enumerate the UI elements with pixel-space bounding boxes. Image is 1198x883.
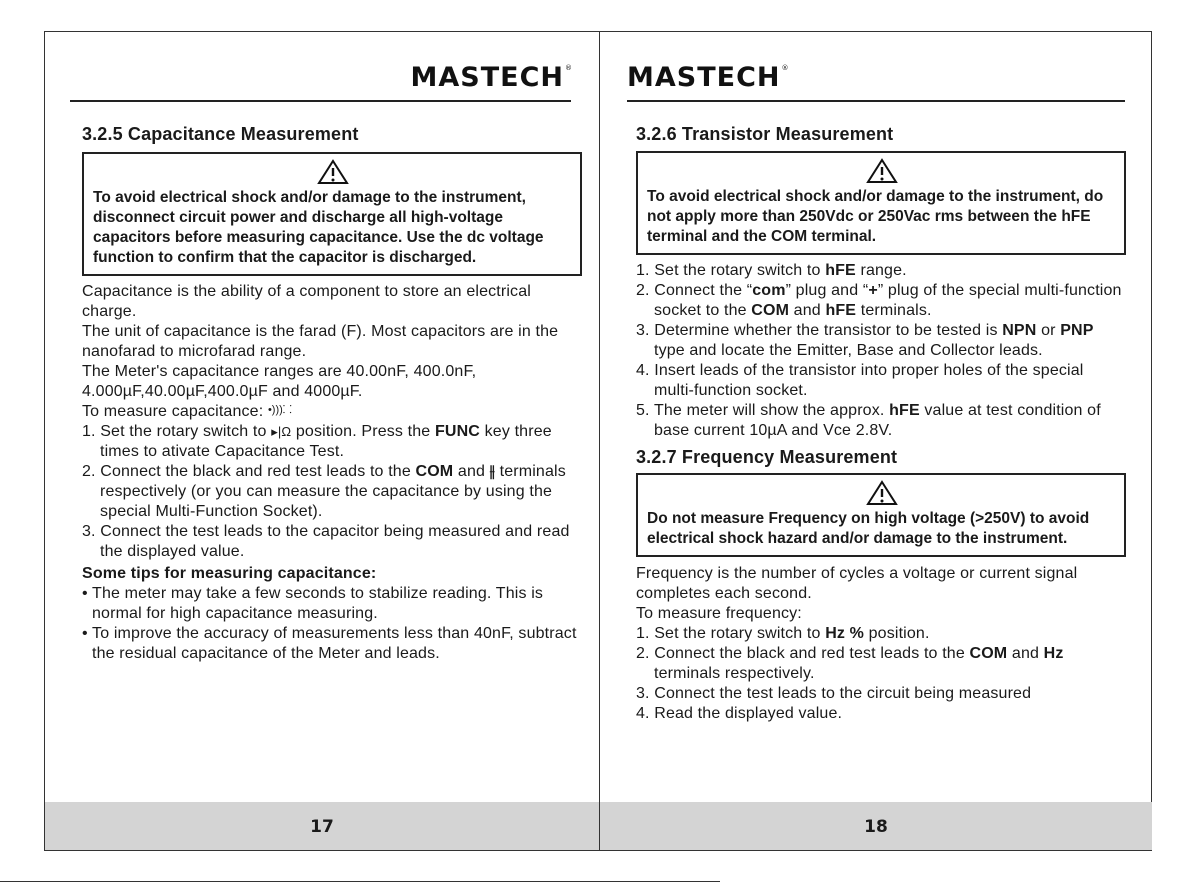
page-number: 18 [864,817,888,837]
header-rule [627,100,1125,102]
warning-text: To avoid electrical shock and/or damage to the instrument, do not apply more than 250Vdc or 250Vac rms between the hFE terminal and the COM terminal. [647,188,1104,245]
warning-box [82,152,582,276]
procedure-heading: To measure frequency: [636,605,802,622]
section-title: 3.2.7 Frequency Measurement [636,447,898,467]
header-rule [70,100,571,102]
warning-text: To avoid electrical shock and/or damage to the instrument, disconnect circuit power and discharge all high-voltage capacitors before measuring capacitance. Use the dc voltage function to confirm that the capacitor is discharged. [93,189,544,266]
mastech-logo: MASTECH® [410,62,573,93]
step-3: 3. Connect the test leads to the capacitor being measured and read the displayed value. [82,523,570,560]
tip-item: • To improve the accuracy of measurements less than 40nF, subtract the residual capacitance of the Meter and leads. [82,625,577,662]
tips-heading: Some tips for measuring capacitance: [82,565,377,582]
step-4: 4. Read the displayed value. [636,705,843,722]
procedure-heading: To measure capacitance: •)))⸬ [82,403,292,420]
continuity-capacitance-symbol: •)))⸬ [267,404,292,416]
intro-paragraph: Capacitance is the ability of a component to store an electrical charge. [82,283,531,320]
warning-triangle-icon [866,480,898,506]
bottom-trim-line [0,881,720,882]
step-2: 2. Connect the “com” plug and “+” plug of the special multi-function socket to the COM and hFE terminals. [636,282,1122,319]
warning-text: Do not measure Frequency on high voltage (>250V) to avoid electrical shock hazard and/or damage to the instrument. [647,510,1090,547]
manual-spread [44,31,1152,851]
step-1: 1. Set the rotary switch to hFE range. [636,262,907,279]
transistor-frequency-section [636,123,1126,724]
warning-triangle-icon [866,158,898,184]
page-footer [600,802,1152,850]
capacitance-section [82,123,582,664]
step-3: 3. Connect the test leads to the circuit being measured [636,685,1032,702]
step-2: 2. Connect the black and red test leads to the COM and ⫲ terminals respectively (or you can measure the capacitance by using the special Multi-Function Socket). [82,463,566,520]
warning-triangle-icon [317,159,349,185]
capacitor-icon: ⫲ [489,463,495,480]
step-1: 1. Set the rotary switch to ▸|Ω position. Press the FUNC key three times to ativate Capacitance Test. [82,423,552,460]
step-3: 3. Determine whether the transistor to be tested is NPN or PNP type and locate the Emitter, Base and Collector leads. [636,322,1094,359]
mastech-logo: MASTECH® [627,62,790,93]
step-2: 2. Connect the black and red test leads to the COM and Hz terminals respectively. [636,645,1064,682]
section-title: 3.2.5 Capacitance Measurement [82,124,359,144]
step-5: 5. The meter will show the approx. hFE value at test condition of base current 10µA and Vce 2.8V. [636,402,1101,439]
tip-item: • The meter may take a few seconds to stabilize reading. This is normal for high capacitance measuring. [82,585,544,622]
intro-paragraph: The Meter's capacitance ranges are 40.00nF, 400.0nF, 4.000µF,40.00µF,400.0µF and 4000µF. [82,363,477,400]
page-footer [45,802,599,850]
diode-ohm-symbol: ▸|Ω [271,424,292,439]
section-title: 3.2.6 Transistor Measurement [636,124,894,144]
page-number: 17 [310,817,334,837]
step-4: 4. Insert leads of the transistor into proper holes of the special multi-function socket. [636,362,1084,399]
warning-box [636,473,1126,557]
intro-paragraph: Frequency is the number of cycles a voltage or current signal completes each second. [636,565,1078,602]
step-1: 1. Set the rotary switch to Hz % position. [636,625,930,642]
page-18 [599,32,1152,850]
warning-box [636,151,1126,255]
page-17 [45,32,599,850]
intro-paragraph: The unit of capacitance is the farad (F). Most capacitors are in the nanofarad to microfarad range. [82,323,559,360]
